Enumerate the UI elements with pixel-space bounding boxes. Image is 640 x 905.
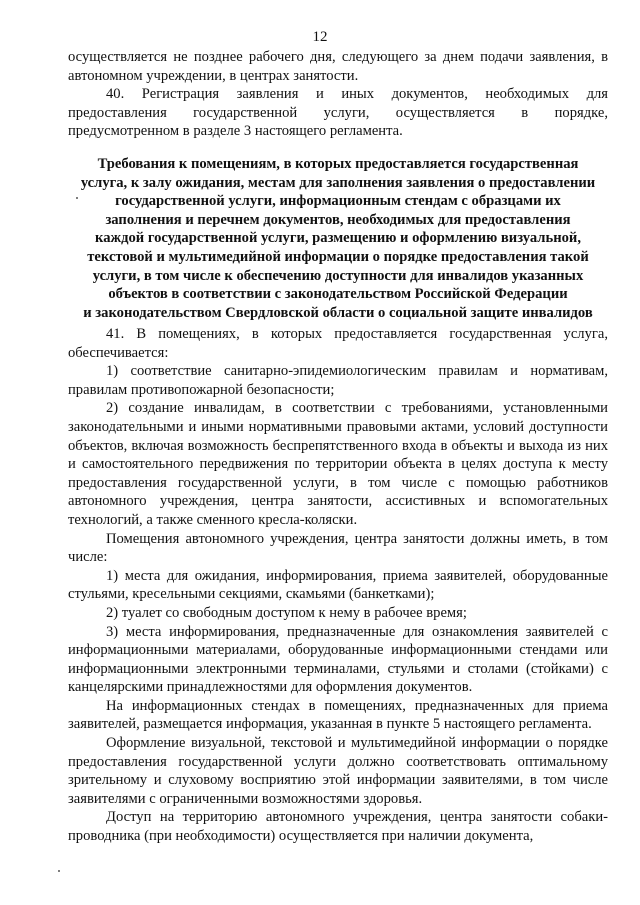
paragraph-sub-2: 2) создание инвалидам, в соответствии с требованиями, установленными законодательными и иными нормативными правовыми актами, условий доступности объектов, включая возможность беспрепятственного входа в объекты и выхода из них и самостоятельного передвижения по территории объекта в целях доступа к месту предоставления государственной услуги, в том числе с помощью работников автономного учреждения, центра занятости, ассистивных и вспомогательных технологий, а также сменного кресла-коляски.: [68, 400, 608, 528]
scan-speck: [76, 197, 78, 199]
section-heading: Требования к помещениям, в которых предоставляется государственная услуга, к залу ожидания, местам для заполнения заявления о предоставлении государственной услуги, информационным стендам с образцами их заполнения и перечнем документов, необходимых для предоставления каждой государственной услуги, размещению и оформлению визуальной, текстовой и мультимедийной информации о порядке предоставления такой услуги, в том числе к обеспечению доступности для инвалидов указанных объектов в соответствии с законодательством Российской Федерации и законодательством Свердловской области о социальной защите инвалидов: [80, 156, 596, 321]
scan-speck: [58, 870, 60, 872]
main-text-block: [68, 325, 608, 846]
continuation-paragraph: осуществляется не позднее рабочего дня, следующего за днем подачи заявления, в автономном учреждении, в центрах занятости.: [68, 49, 608, 84]
paragraph-item-41: 41. В помещениях, в которых предоставляется государственная услуга, обеспечивается:: [68, 326, 608, 361]
paragraph-design: Оформление визуальной, текстовой и мультимедийной информации о порядке предоставления государственной услуги должно соответствовать оптимальному зрительному и слуховому восприятию этой информации заявителями, в том числе заявителями с ограниченными возможностями здоровья.: [68, 735, 608, 807]
paragraph-sub-1: 1) соответствие санитарно-эпидемиологическим правилам и нормативам, правилам противопожарной безопасности;: [68, 363, 608, 398]
paragraph-premises-1: 1) места для ожидания, информирования, приема заявителей, оборудованные стульями, кресельными секциями, скамьями (банкетками);: [68, 567, 608, 603]
page-number: 12: [312, 29, 328, 45]
paragraph-premises: Помещения автономного учреждения, центра занятости должны иметь, в том числе:: [68, 530, 608, 566]
paragraph-guide-dog: Доступ на территорию автономного учреждения, центра занятости собаки-проводника (при необходимости) осуществляется при наличии документа,: [68, 809, 608, 845]
top-text-block: [68, 48, 608, 141]
paragraph-item-40: 40. Регистрация заявления и иных документов, необходимых для предоставления государственной услуги, осуществляется в порядке, предусмотренном в разделе 3 настоящего регламента.: [68, 86, 608, 140]
paragraph-info-stands: На информационных стендах в помещениях, предназначенных для приема заявителей, размещается информация, указанная в пункте 5 настоящего регламента.: [68, 697, 608, 733]
paragraph-premises-2: 2) туалет со свободным доступом к нему в рабочее время;: [106, 604, 467, 621]
paragraph-premises-3: 3) места информирования, предназначенные для ознакомления заявителей с информационными материалами, оборудованные информационными стендами или информационными электронными терминалами, стульями и столами (стойками) с канцелярскими принадлежностями для оформления документов.: [68, 623, 608, 696]
